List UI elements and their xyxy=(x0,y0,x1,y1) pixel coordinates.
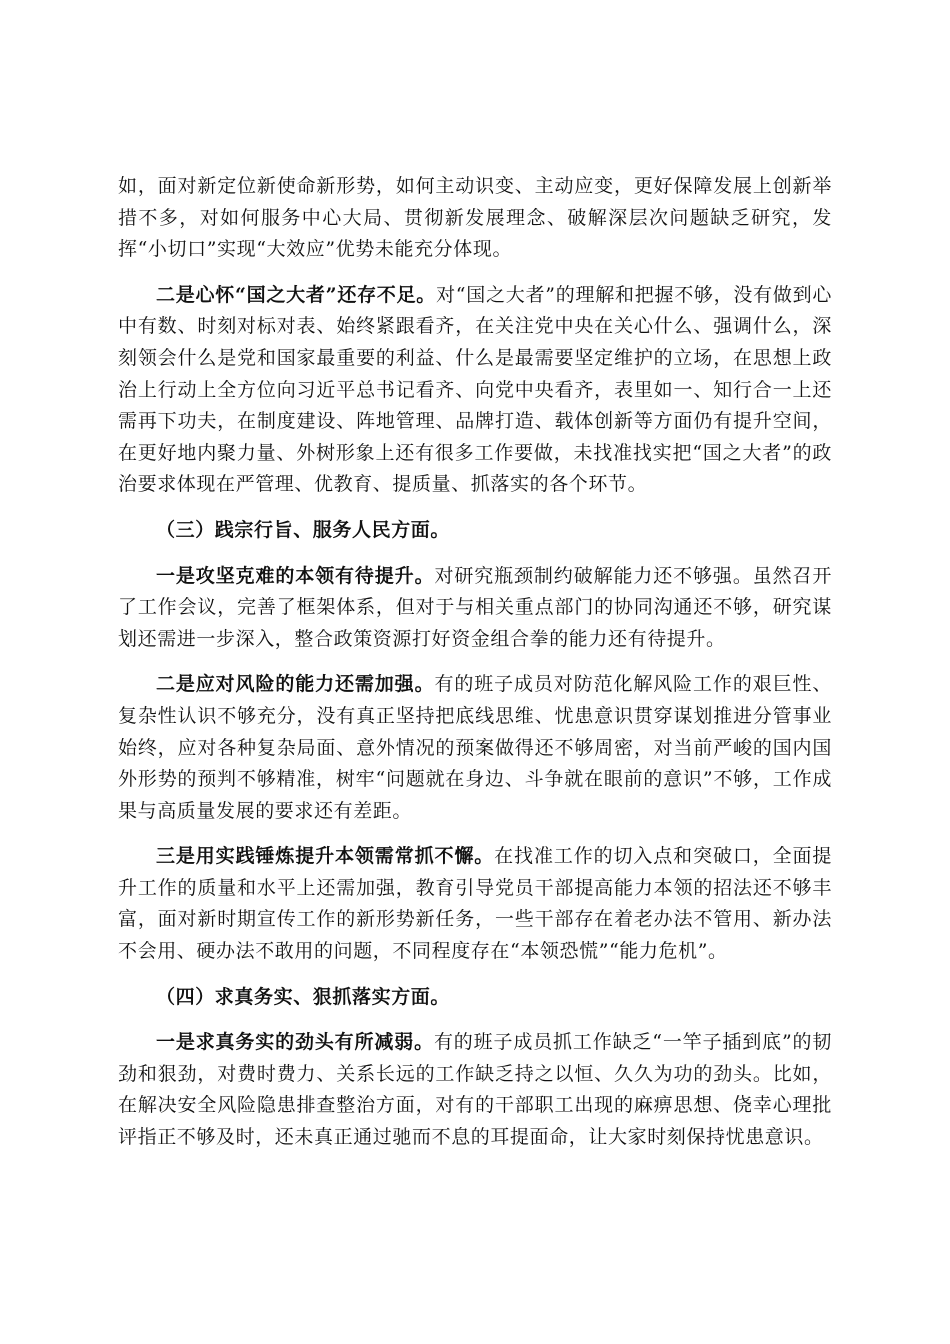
paragraph-text: 对研究瓶颈制约破解能力还不够强。虽然召开了工作会议，完善了框架体系，但对于与相关重点部门的协同沟通还不够，研究谋划还需进一步深入，整合政策资源打好资金组合拳的能力还有待提升。 xyxy=(118,564,832,650)
paragraph-text: 如，面对新定位新使命新形势，如何主动识变、主动应变，更好保障发展上创新举措不多，对如何服务中心大局、贯彻新发展理念、破解深层次问题缺乏研究，发挥“小切口”实现“大效应”优势未能充分体现。 xyxy=(118,175,832,261)
section-heading-3: （三）践宗行旨、服务人民方面。 xyxy=(156,518,451,541)
paragraph-lead: 三是用实践锤炼提升本领需常抓不懈。 xyxy=(156,845,495,868)
paragraph-text: 在找准工作的切入点和突破口，全面提升工作的质量和水平上还需加强，教育引导党员干部提高能力本领的招法还不够丰富，面对新时期宣传工作的新形势新任务，一些干部存在着老办法不管用、新办法不会用、硬办法不敢用的问题，不同程度存在“本领恐慌”“能力危机”。 xyxy=(118,845,833,963)
paragraph-continuation xyxy=(118,171,832,266)
paragraph-text: 有的班子成员抓工作缺乏“一竿子插到底”的韧劲和狠劲，对费时费力、关系长远的工作缺乏持之以恒、久久为功的劲头。比如，在解决安全风险隐患排查整治方面，对有的干部职工出现的麻痹思想、侥幸心理批评指正不够及时，还未真正通过驰而不息的耳提面命，让大家时刻保持忧患意识。 xyxy=(118,1031,833,1149)
paragraph-lead: 二是应对风险的能力还需加强。 xyxy=(156,673,435,696)
paragraph-point-2 xyxy=(118,280,832,501)
paragraph-point-1 xyxy=(118,561,832,656)
paragraph-text: 有的班子成员对防范化解风险工作的艰巨性、复杂性认识不够充分，没有真正坚持把底线思维、忧患意识贯穿谋划推进分管事业始终，应对各种复杂局面、意外情况的预案做得还不够周密，对当前严峻的国内国外形势的预判不够精准，树牢“问题就在身边、斗争就在眼前的意识”不够，工作成果与高质量发展的要求还有差距。 xyxy=(118,673,832,822)
paragraph-lead: 二是心怀“国之大者”还存不足。 xyxy=(156,283,437,306)
paragraph-text: 对“国之大者”的理解和把握不够，没有做到心中有数、时刻对标对表、始终紧跟看齐，在关注党中央在关心什么、强调什么，深刻领会什么是党和国家最重要的利益、什么是最需要坚定维护的立场，在思想上政治上行动上全方位向习近平总书记看齐、向党中央看齐，表里如一、知行合一上还需再下功夫，在制度建设、阵地管理、品牌打造、载体创新等方面仍有提升空间，在更好地内聚力量、外树形象上还有很多工作要做，未找准找实把“国之大者”的政治要求体现在严管理、优教育、提质量、抓落实的各个环节。 xyxy=(118,283,833,496)
paragraph-point-2 xyxy=(118,669,832,827)
paragraph-lead: 一是求真务实的劲头有所减弱。 xyxy=(156,1031,434,1054)
section-heading-4: （四）求真务实、狠抓落实方面。 xyxy=(156,985,451,1008)
paragraph-lead: 一是攻坚克难的本领有待提升。 xyxy=(156,564,435,587)
document-body xyxy=(118,171,832,1168)
paragraph-point-1 xyxy=(118,1027,832,1153)
paragraph-point-3 xyxy=(118,841,832,967)
